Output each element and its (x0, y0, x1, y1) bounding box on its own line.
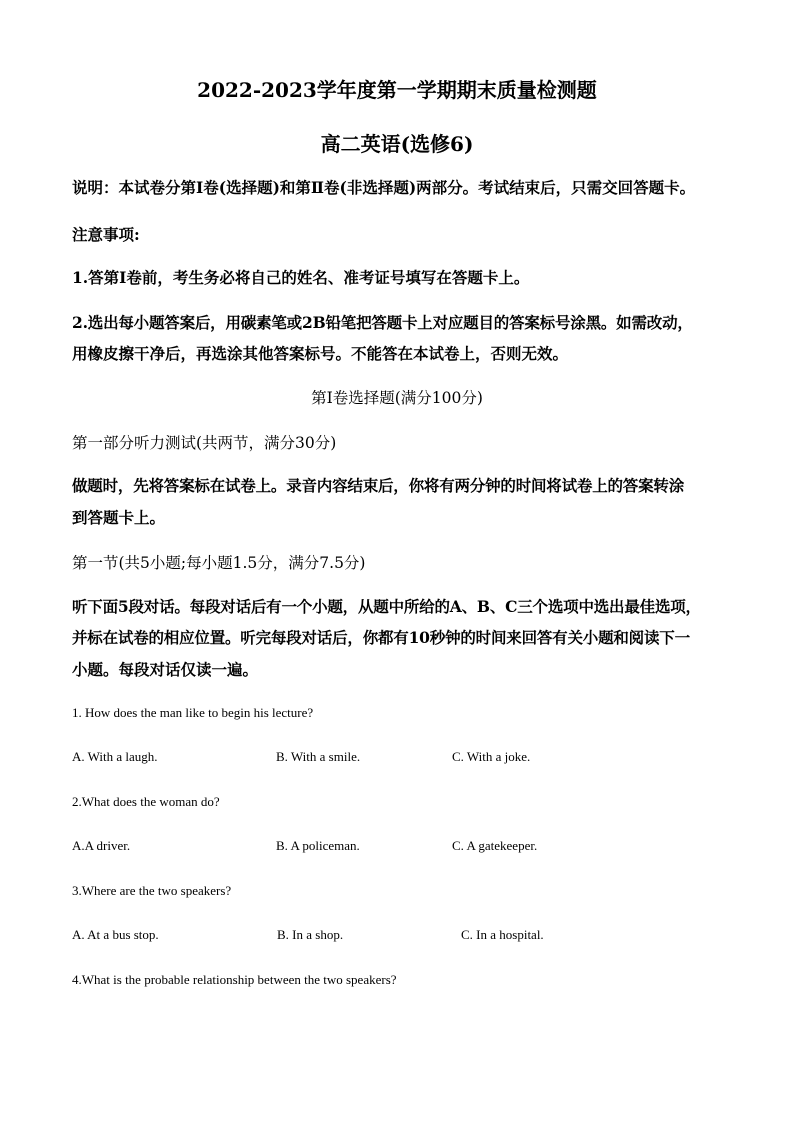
question-1-stem: 1. How does the man like to begin his lecture? (72, 705, 314, 720)
question-3-option-c: C. In a hospital. (461, 927, 544, 942)
question-3-option-a: A. At a bus stop. (72, 927, 159, 942)
attention-item-2-line-2: 用橡皮擦干净后，再选涂其他答案标号。不能答在本试卷上，否则无效。 (72, 344, 569, 363)
attention-item-2-line-1: 2.选出每小题答案后，用碳素笔或2B铅笔把答题卡上对应题目的答案标号涂黑。如需改动， (72, 313, 693, 332)
sub1-note-line-1: 听下面5段对话。每段对话后有一个小题，从题中所给的A、B、C三个选项中选出最佳选项， (72, 597, 701, 616)
question-2-stem: 2.What does the woman do? (72, 794, 220, 809)
question-2-option-a: A.A driver. (72, 838, 131, 853)
sub1-note-line-3: 小题。每段对话仅读一遍。 (72, 660, 259, 679)
sub1-note-line-2: 并标在试卷的相应位置。听完每段对话后，你都有10秒钟的时间来回答有关小题和阅读下一 (72, 628, 690, 647)
exam-title: 2022-2023学年度第一学期期末质量检测题 (197, 78, 597, 102)
question-1-option-b: B. With a smile. (276, 749, 361, 764)
exam-subtitle: 高二英语(选修6) (320, 132, 474, 156)
question-2-option-c: C. A gatekeeper. (452, 838, 538, 853)
attention-item-1: 1.答第Ⅰ卷前，考生务必将自己的姓名、准考证号填写在答题卡上。 (72, 268, 530, 287)
volume-title: 第Ⅰ卷选择题(满分100分) (311, 389, 483, 407)
question-2-option-b: B. A policeman. (276, 838, 360, 853)
part1-note-line-2: 到答题卡上。 (72, 508, 166, 527)
question-1-option-c: C. With a joke. (452, 749, 531, 764)
question-1-option-a: A. With a laugh. (72, 749, 158, 764)
question-3-stem: 3.Where are the two speakers? (72, 883, 232, 898)
attention-heading: 注意事项: (72, 225, 140, 244)
instruction-note: 说明：本试卷分第Ⅰ卷(选择题)和第Ⅱ卷(非选择题)两部分。考试结束后，只需交回答题卡。 (72, 178, 696, 197)
part1-title: 第一部分听力测试(共两节，满分30分) (72, 434, 337, 452)
question-4-stem: 4.What is the probable relationship between the two speakers? (72, 972, 397, 987)
sub1-title: 第一节(共5小题;每小题1.5分，满分7.5分) (72, 554, 366, 572)
question-3-option-b: B. In a shop. (277, 927, 344, 942)
part1-note-line-1: 做题时，先将答案标在试卷上。录音内容结束后，你将有两分钟的时间将试卷上的答案转涂 (72, 476, 685, 495)
